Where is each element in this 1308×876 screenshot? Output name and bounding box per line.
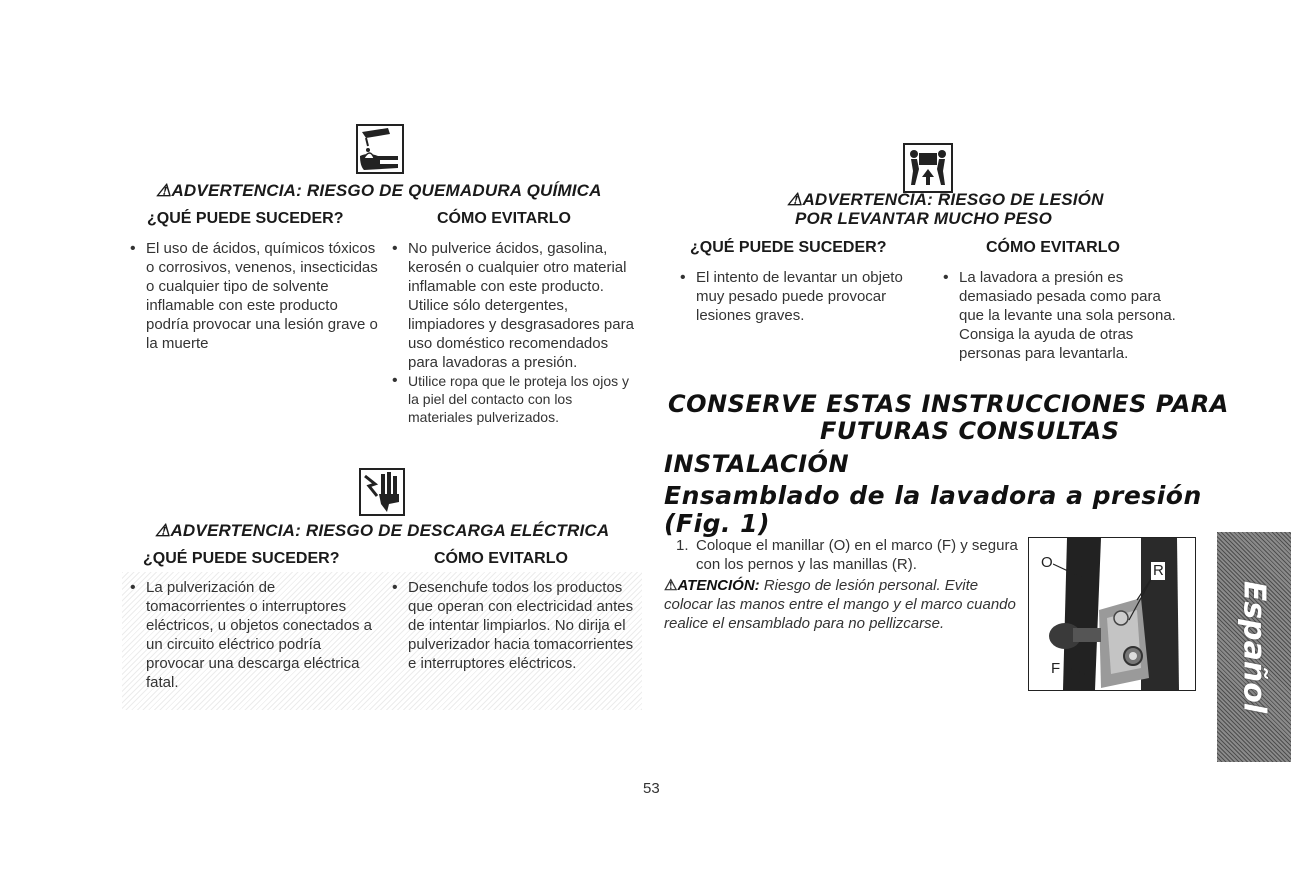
list-item: • El intento de levantar un objeto muy pesado puede provocar lesiones graves.	[678, 268, 918, 325]
page-number: 53	[643, 780, 660, 797]
list-item: • Desenchufe todos los productos que operan con electricidad antes de intentar limpiarlos. No dirija el pulverizador hacia tomacorrientes e interruptores eléctricos.	[390, 578, 640, 673]
figure-label-r: R	[1153, 562, 1164, 579]
attention-text: Riesgo de lesión personal. Evite colocar las manos entre el mango y el marco cuando realice el ensamblado para no pellizcarse.	[664, 577, 1016, 632]
chemical-what-header: ¿QUÉ PUEDE SUCEDER?	[147, 210, 344, 227]
lifting-what-header: ¿QUÉ PUEDE SUCEDER?	[690, 239, 887, 256]
language-tab-label: Español	[1236, 580, 1272, 714]
lifting-what-list	[678, 268, 918, 325]
warning-triangle-icon: ⚠	[664, 577, 678, 594]
lifting-how-header: CÓMO EVITARLO	[986, 239, 1120, 256]
warning-triangle-icon: ⚠	[155, 521, 171, 540]
chemical-burn-icon	[356, 124, 404, 174]
figure-1	[1028, 537, 1196, 691]
warning-triangle-icon: ⚠	[156, 181, 172, 200]
lifting-warning-title-line2: POR LEVANTAR MUCHO PESO	[795, 209, 1053, 228]
language-side-tab	[1217, 532, 1291, 762]
electric-warning-title: ⚠ADVERTENCIA: RIESGO DE DESCARGA ELÉCTRICA	[155, 521, 610, 540]
lifting-how-list	[941, 268, 1181, 363]
electric-how-list	[390, 578, 640, 673]
conserve-heading-line2: FUTURAS CONSULTAS	[820, 417, 1120, 445]
list-item: • La pulverización de tomacorrientes o interruptores eléctricos, u objetos conectados a un circuito eléctrico podría provocar una descarga eléctrica fatal.	[128, 578, 378, 692]
electric-shock-icon	[359, 468, 405, 516]
electric-what-list	[128, 578, 378, 692]
assembly-heading-line2: (Fig. 1)	[664, 509, 770, 538]
figure-label-o: O	[1041, 554, 1053, 571]
heavy-lift-icon	[903, 143, 953, 193]
lifting-warning-title-line1: ⚠ADVERTENCIA: RIESGO DE LESIÓN	[787, 190, 1104, 209]
step-1	[676, 536, 1022, 574]
list-item: • Utilice ropa que le proteja los ojos y la piel del contacto con los materiales pulverizados.	[390, 372, 640, 426]
chemical-how-list	[390, 239, 640, 426]
list-item: • El uso de ácidos, químicos tóxicos o corrosivos, venenos, insecticidas o cualquier tipo de solvente inflamable con este producto podría provocar una lesión grave o la muerte	[128, 239, 378, 353]
assembly-heading-line1: Ensamblado de la lavadora a presión	[664, 481, 1202, 510]
warning-triangle-icon: ⚠	[787, 190, 803, 209]
attention-note	[664, 576, 1022, 633]
list-item: • La lavadora a presión es demasiado pesada como para que la levante una sola persona. Consiga la ayuda de otras personas para levantarla.	[941, 268, 1181, 363]
chemical-warning-title: ⚠ADVERTENCIA: RIESGO DE QUEMADURA QUÍMICA	[156, 181, 602, 200]
chemical-how-header: CÓMO EVITARLO	[437, 210, 571, 227]
attention-label: ATENCIÓN:	[677, 577, 760, 594]
chemical-what-list	[128, 239, 378, 353]
electric-what-header: ¿QUÉ PUEDE SUCEDER?	[143, 550, 340, 567]
list-item: • No pulverice ácidos, gasolina, kerosén o cualquier otro material inflamable con este producto. Utilice sólo detergentes, limpiadores y desgrasadores para uso doméstico recomendados para lavadoras a presión.	[390, 239, 640, 372]
step-text: Coloque el manillar (O) en el marco (F) y segura con los pernos y las manillas (R).	[696, 537, 1018, 573]
step-number: 1.	[676, 537, 689, 554]
conserve-heading-line1: CONSERVE ESTAS INSTRUCCIONES PARA	[668, 390, 1229, 418]
figure-label-f: F	[1051, 660, 1061, 677]
installation-heading: INSTALACIÓN	[664, 450, 850, 478]
electric-how-header: CÓMO EVITARLO	[434, 550, 568, 567]
